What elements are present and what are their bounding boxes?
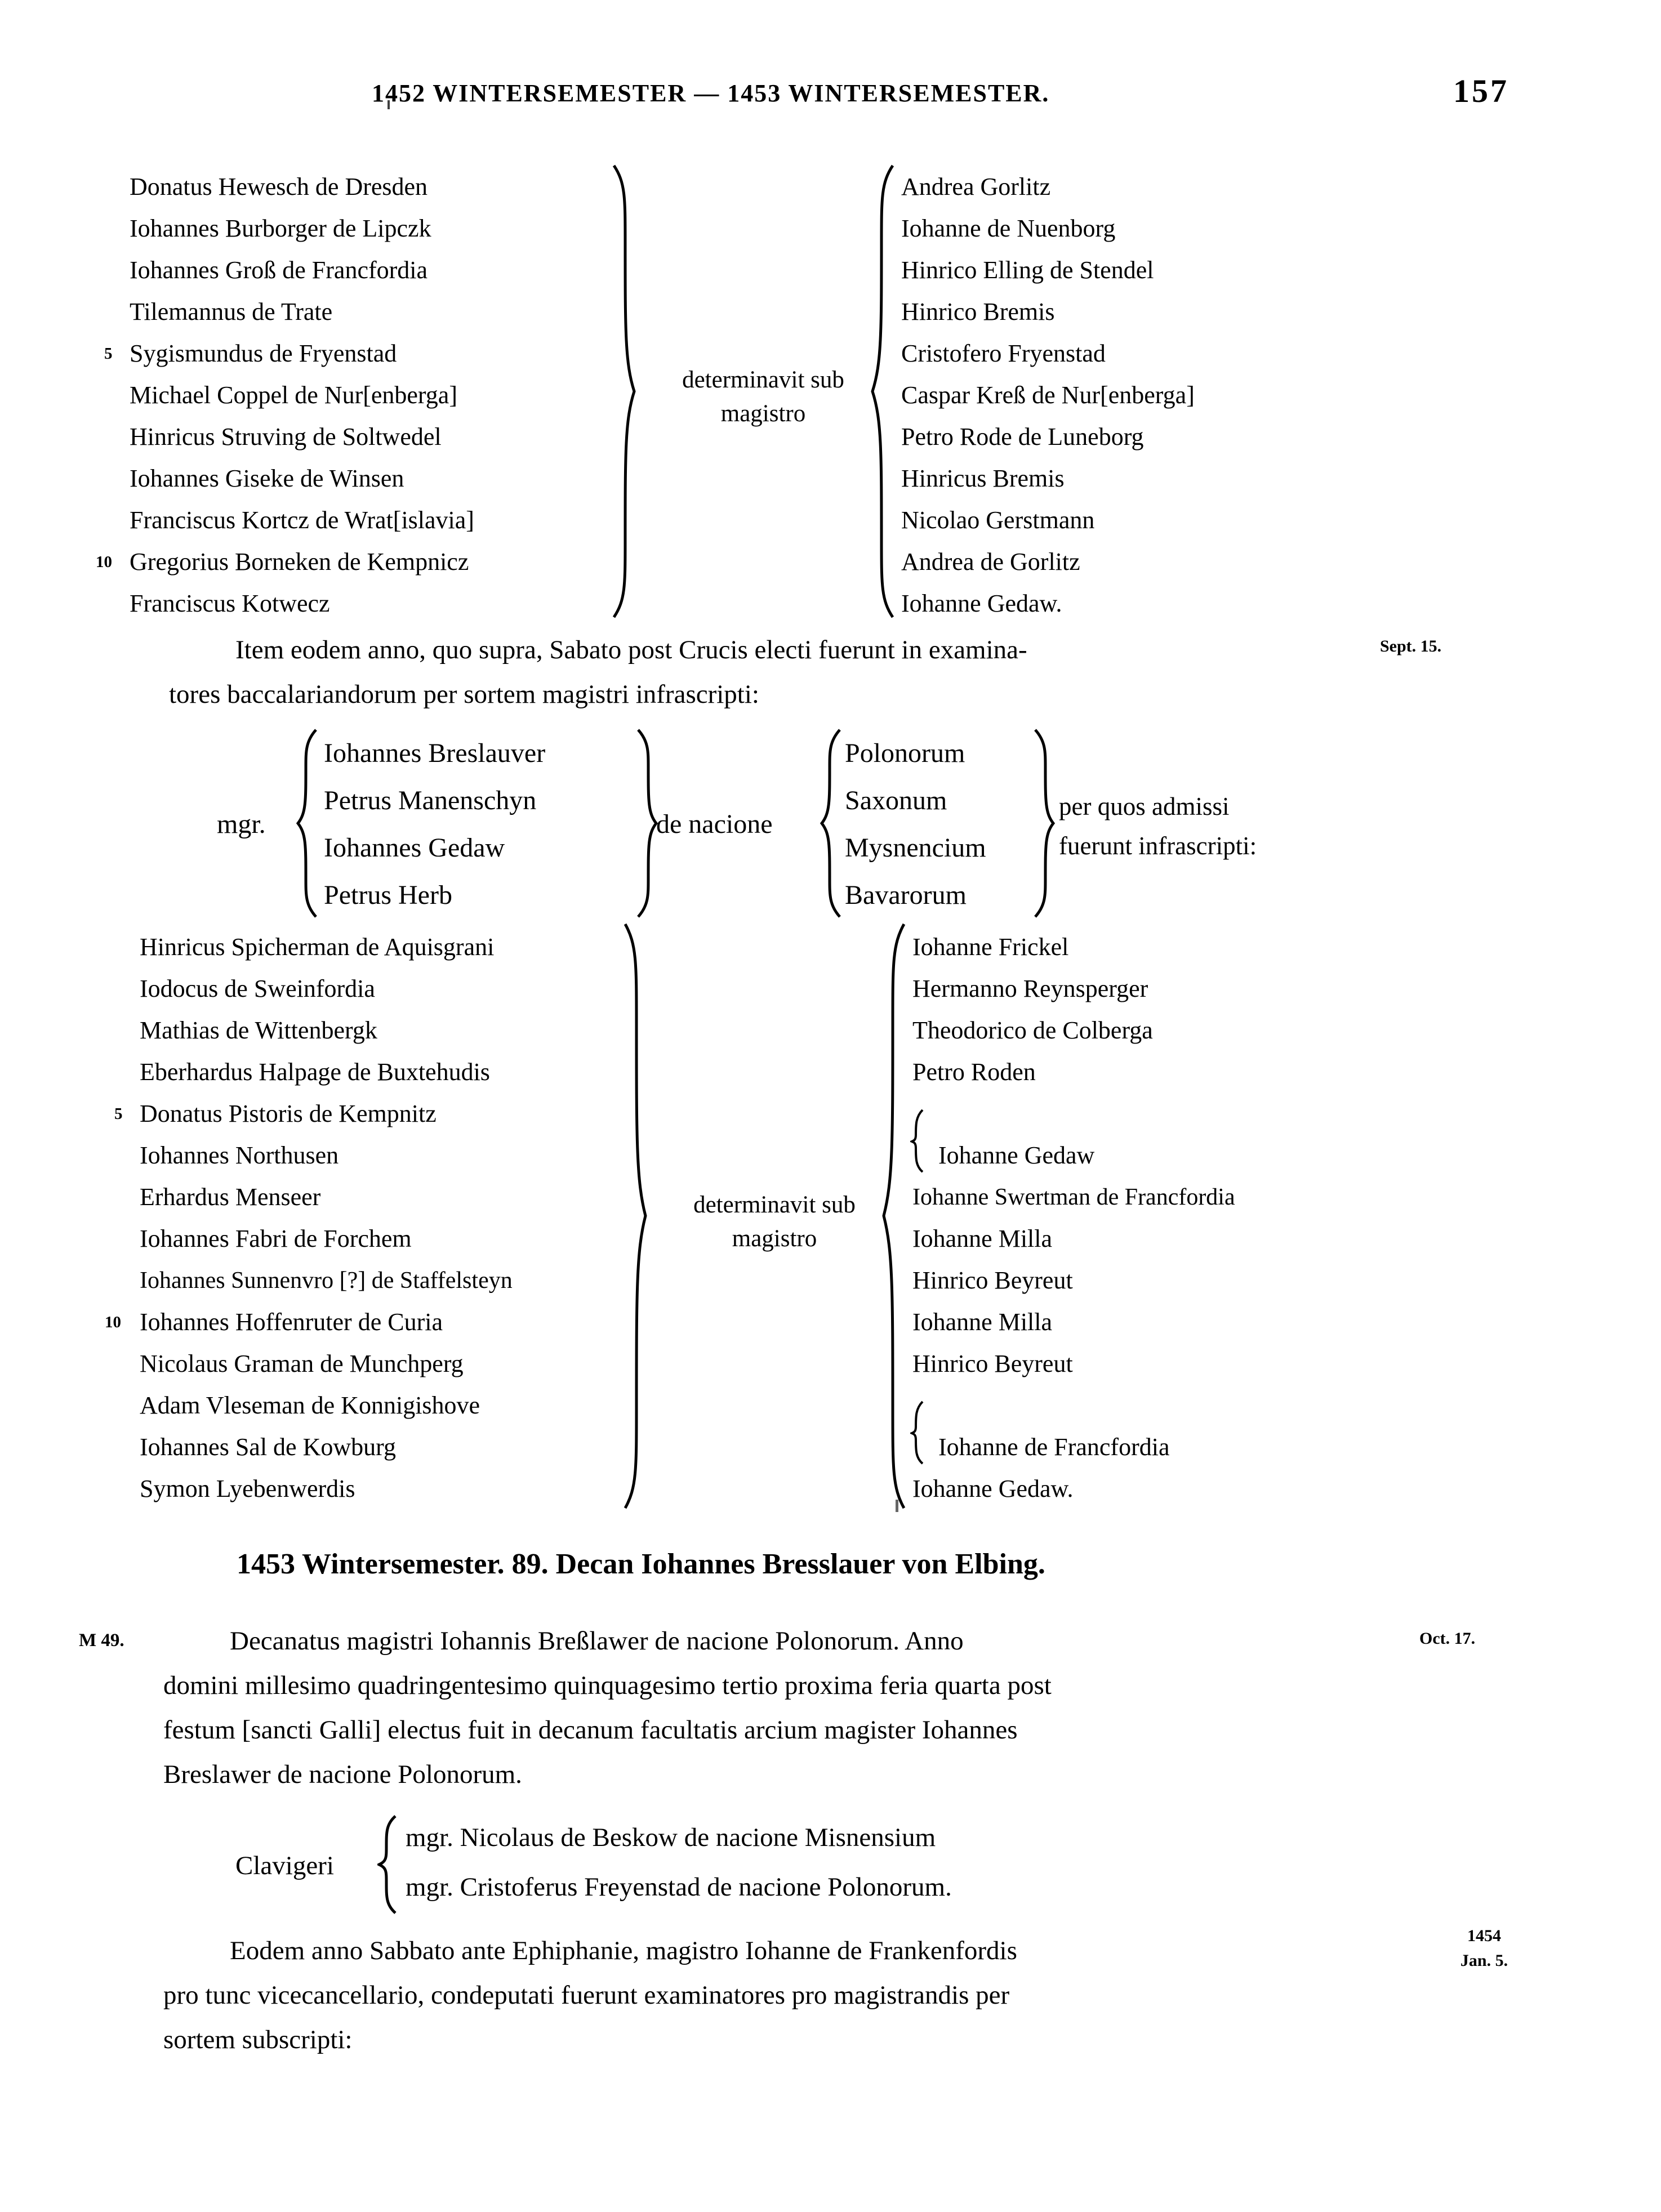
list-item: Donatus Hewesch de Dresden	[130, 173, 428, 200]
list-item-braced	[912, 1426, 1532, 1468]
list-item: Sygismundus de Fryenstad	[130, 340, 397, 367]
list-item: Iohannes Northusen	[140, 1141, 339, 1169]
list-item: Hinrico Beyreut	[912, 1266, 1073, 1294]
paragraph-line: domini millesimo quadringentesimo quinquagesimo tertio proxima feria quarta post	[163, 1671, 1052, 1700]
group2-middle-label	[648, 1188, 901, 1256]
list-item: Franciscus Kortcz de Wrat[islavia]	[130, 506, 474, 534]
running-head	[0, 73, 1661, 118]
clavigeri-entry: mgr. Cristoferus Freyenstad de nacione Polonorum.	[406, 1872, 952, 1902]
nation-name: Polonorum	[845, 738, 965, 768]
list-item: Iohannes Sal de Kowburg	[140, 1433, 396, 1461]
connector-de-nacione: de nacione	[656, 809, 773, 839]
paragraph-line: Item eodem anno, quo supra, Sabato post Crucis electi fuerunt in examina-	[235, 635, 1027, 665]
clavigeri-label: Clavigeri	[235, 1851, 334, 1880]
list-item: Hinrico Bremis	[901, 298, 1055, 325]
list-item: Hinricus Bremis	[901, 465, 1065, 492]
nation-name: Saxonum	[845, 786, 947, 815]
margin-date-note-day: Jan. 5.	[1460, 1951, 1508, 1970]
group2-left-column	[105, 926, 703, 1510]
list-item: Eberhardus Halpage de Buxtehudis	[140, 1058, 490, 1086]
list-item: Andrea de Gorlitz	[901, 548, 1080, 576]
brace-left-nations	[820, 728, 844, 919]
sub-brace-icon	[910, 1399, 929, 1466]
brace-left-clavigeri	[377, 1814, 400, 1915]
line-number-10: 10	[96, 553, 112, 571]
spacer-row	[912, 1385, 1532, 1426]
list-item: Hinrico Elling de Stendel	[901, 256, 1154, 284]
list-item: Iohannes Burborger de Lipczk	[130, 215, 431, 242]
scan-speck	[896, 1500, 898, 1512]
list-item: Hinricus Struving de Soltwedel	[130, 423, 442, 451]
list-item: Iohannes Sunnenvro [?] de Staffelsteyn	[140, 1268, 513, 1294]
list-item: Erhardus Menseer	[140, 1183, 321, 1211]
list-item: Hinrico Beyreut	[912, 1350, 1073, 1377]
list-item: Iohannes Giseke de Winsen	[130, 465, 404, 492]
running-head-title: 1452 WINTERSEMESTER — 1453 WINTERSEMESTER.	[372, 79, 1050, 107]
list-item: Mathias de Wittenbergk	[140, 1016, 377, 1044]
nation-name: Mysnencium	[845, 833, 986, 863]
clavigeri-group	[0, 1816, 1661, 1917]
table-tail-line1: per quos admissi	[1059, 792, 1230, 820]
list-item: Iodocus de Sweinfordia	[140, 975, 375, 1002]
list-item: Iohanne Gedaw.	[912, 1475, 1074, 1502]
brace-right-group1-left	[608, 163, 636, 619]
line-number-5: 5	[104, 345, 113, 363]
group1-middle-label	[636, 363, 890, 431]
paragraph-line: festum [sancti Galli] electus fuit in decanum facultatis arcium magister Iohannes	[163, 1715, 1018, 1745]
brace-left-group2-right	[881, 922, 910, 1510]
list-item: Iohannes Fabri de Forchem	[140, 1225, 412, 1252]
list-item: Nicolaus Graman de Munchperg	[140, 1350, 464, 1377]
margin-date-note: Sept. 15.	[1380, 637, 1442, 655]
brace-left-group1-right	[870, 163, 898, 619]
list-item: Cristofero Fryenstad	[901, 340, 1106, 367]
brace-right-group2-left	[620, 922, 648, 1510]
list-item: Adam Vleseman de Konnigishove	[140, 1392, 480, 1419]
page-number: 157	[1453, 73, 1509, 109]
examiner-name: Petrus Herb	[324, 880, 452, 910]
list-item: Iohanne Swertman de Francfordia	[912, 1184, 1235, 1210]
list-item: Michael Coppel de Nur[enberga]	[130, 381, 457, 409]
margin-manuscript-label: M 49.	[79, 1630, 124, 1651]
paragraph-line: Breslawer de nacione Polonorum.	[163, 1760, 522, 1789]
examiner-name: Petrus Manenschyn	[324, 786, 537, 815]
clavigeri-entry: mgr. Nicolaus de Beskow de nacione Misnensium	[406, 1823, 936, 1852]
brace-right-names	[634, 728, 658, 919]
list-item: Iohanne Milla	[912, 1308, 1053, 1336]
entry-group-2	[0, 926, 1661, 1502]
list-item: Petro Roden	[912, 1058, 1036, 1086]
paragraph-line: pro tunc vicecancellario, condeputati fuerunt examinatores pro magistrandis per	[163, 1981, 1010, 2010]
line-number-5: 5	[114, 1105, 123, 1123]
group2-middle-label-line1: determinavit sub	[693, 1192, 856, 1218]
list-item: Iohanne Gedaw.	[901, 590, 1062, 617]
examiner-name: Iohannes Breslauver	[324, 738, 546, 768]
list-item: Iohannes Groß de Francfordia	[130, 256, 428, 284]
paragraph-line: Decanatus magistri Iohannis Breßlawer de nacione Polonorum. Anno	[230, 1626, 964, 1656]
list-item: Caspar Kreß de Nur[enberga]	[901, 381, 1195, 409]
sub-brace-icon	[910, 1108, 929, 1174]
group2-middle-label-line2: magistro	[732, 1225, 817, 1252]
list-item: Hinricus Spicherman de Aquisgrani	[140, 933, 495, 961]
mgr-label: mgr.	[217, 809, 266, 839]
paragraph-line: tores baccalariandorum per sortem magistri infrascripti:	[169, 680, 759, 709]
table-tail-line2: fuerunt infrascripti:	[1059, 832, 1257, 860]
group1-middle-label-line2: magistro	[720, 400, 806, 427]
list-item-braced	[912, 1135, 1532, 1176]
list-item: Iohannes Hoffenruter de Curia	[140, 1308, 443, 1336]
group1-right-column	[901, 166, 1464, 625]
group1-middle-label-line1: determinavit sub	[682, 367, 844, 393]
list-item-label: Iohanne Gedaw	[938, 1141, 1095, 1169]
brace-right-nations	[1031, 728, 1056, 919]
list-item: Hermanno Reynsperger	[912, 975, 1148, 1002]
list-item: Nicolao Gerstmann	[901, 506, 1095, 534]
list-item: Symon Lyebenwerdis	[140, 1475, 355, 1502]
spacer-row	[912, 1093, 1532, 1135]
examiner-name: Iohannes Gedaw	[324, 833, 505, 863]
section-heading: 1453 Wintersemester. 89. Decan Iohannes Bresslauer von Elbing.	[237, 1548, 1045, 1580]
list-item: Theodorico de Colberga	[912, 1016, 1153, 1044]
list-item: Iohanne Frickel	[912, 933, 1069, 961]
list-item: Iohanne de Nuenborg	[901, 215, 1116, 242]
list-item: Petro Rode de Luneborg	[901, 423, 1144, 451]
line-number-10: 10	[105, 1313, 121, 1331]
entry-group-1	[0, 166, 1661, 617]
brace-left-names	[296, 728, 320, 919]
list-item: Andrea Gorlitz	[901, 173, 1051, 200]
nation-name: Bavarorum	[845, 880, 967, 910]
group1-left-column	[96, 166, 614, 625]
examiners-nation-table	[0, 732, 1661, 924]
paragraph-line: Eodem anno Sabbato ante Ephiphanie, magistro Iohanne de Frankenfordis	[230, 1936, 1017, 1965]
list-item: Iohanne Milla	[912, 1225, 1053, 1252]
list-item: Franciscus Kotwecz	[130, 590, 330, 617]
list-item: Donatus Pistoris de Kempnitz	[140, 1100, 437, 1127]
list-item: Tilemannus de Trate	[130, 298, 333, 325]
margin-date-note: Oct. 17.	[1419, 1629, 1476, 1648]
group2-right-column	[912, 926, 1532, 1510]
margin-date-note-year: 1454	[1467, 1926, 1501, 1945]
list-item-label: Iohanne de Francfordia	[938, 1433, 1170, 1461]
list-item: Gregorius Borneken de Kempnicz	[130, 548, 469, 576]
paragraph-line: sortem subscripti:	[163, 2025, 353, 2054]
